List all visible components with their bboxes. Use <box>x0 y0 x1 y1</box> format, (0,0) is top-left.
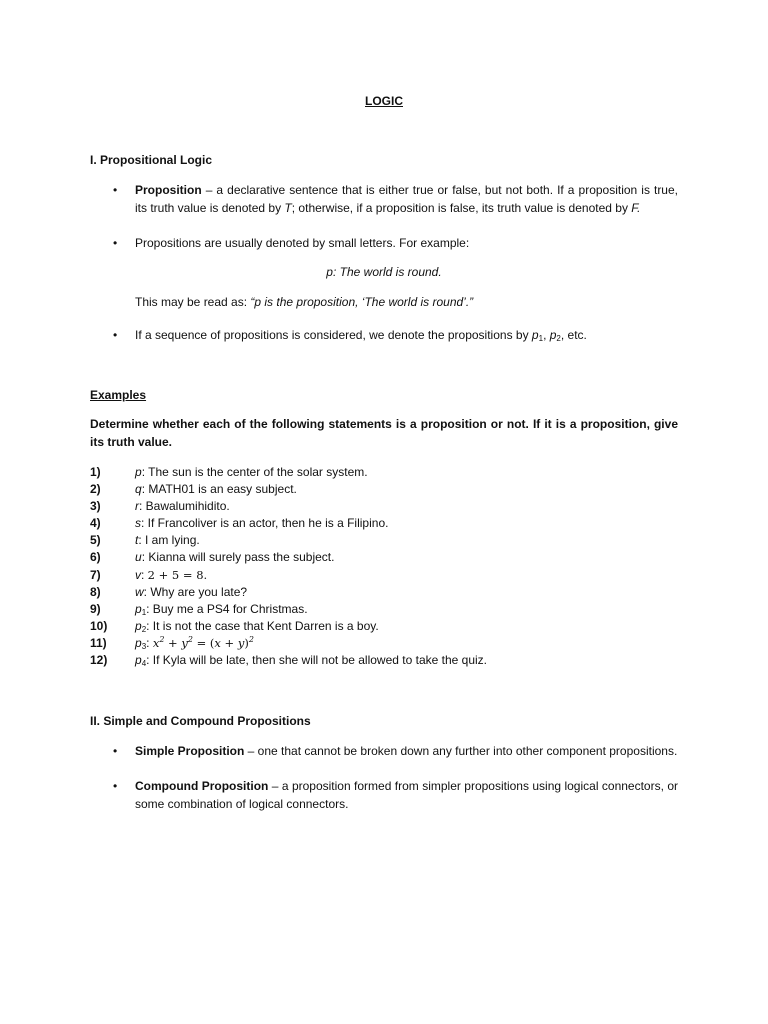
example-item <box>90 635 678 652</box>
example-variable: t <box>135 533 139 548</box>
example-text: : It is not the case that Kent Darren is a boy. <box>146 618 379 633</box>
example-number: 8) <box>90 584 101 599</box>
bullet-simple-proposition <box>135 743 678 761</box>
example-item <box>90 601 678 618</box>
bullet-proposition-definition <box>135 182 678 217</box>
formula-part: + <box>164 635 182 650</box>
example-text: : <box>146 635 153 650</box>
truth-value-true: T <box>284 200 292 215</box>
example-text: : Kianna will surely pass the subject. <box>141 550 335 565</box>
example-variable: p <box>135 653 142 668</box>
example-text: : Why are you late? <box>143 584 248 599</box>
example-number: 4) <box>90 516 101 531</box>
subscript-2: 2 <box>556 334 561 343</box>
example-number: 9) <box>90 601 101 616</box>
example-item <box>90 498 678 515</box>
example-item <box>90 618 678 635</box>
bullet-sequence-propositions <box>135 327 678 345</box>
formula-part: x <box>152 635 160 650</box>
example-variable: p <box>135 465 142 479</box>
separator: , <box>543 328 550 342</box>
formula-part: 2 <box>159 634 165 644</box>
example-number: 3) <box>90 499 101 514</box>
example-variable: w <box>135 584 144 599</box>
example-variable-subscript: 3 <box>141 641 147 651</box>
example-number: 12) <box>90 653 108 668</box>
simple-proposition-text: – one that cannot be broken down any further into other component propositions. <box>244 744 678 758</box>
formula-part: x <box>214 635 221 650</box>
bullet-icon: • <box>113 236 118 250</box>
formula-part: = <box>192 635 210 650</box>
read-as-line <box>135 294 678 312</box>
examples-heading: Examples <box>90 388 147 402</box>
example-text: : If Francoliver is an actor, then he is a Filipino. <box>141 516 389 531</box>
sequence-end: , etc. <box>560 328 587 342</box>
example-item <box>90 584 678 601</box>
example-item <box>90 515 678 532</box>
example-text: : Buy me a PS4 for Christmas. <box>146 601 308 616</box>
section-heading-propositional-logic: I. Propositional Logic <box>90 153 213 167</box>
example-text: : <box>141 567 148 582</box>
example-proposition: p: The world is round. <box>326 265 442 279</box>
example-variable: p <box>135 618 142 633</box>
bullet-icon: • <box>113 328 118 342</box>
read-as-prefix: This may be read as: <box>135 295 251 309</box>
example-variable: p <box>135 635 142 650</box>
bullet-icon: • <box>113 744 118 758</box>
example-number: 6) <box>90 550 101 565</box>
example-item <box>90 567 678 584</box>
bullet-propositions-notation: Propositions are usually denoted by small letters. For example: <box>135 236 470 250</box>
subscript-1: 1 <box>538 334 544 343</box>
formula-part: ) <box>244 635 249 650</box>
example-variable: v <box>135 567 141 582</box>
example-item <box>90 532 678 549</box>
definition-text: – a declarative sentence that is either true or false, but not both. If a proposition is true, its truth value is denoted by <box>135 183 678 215</box>
example-number: 1) <box>90 465 101 479</box>
example-number: 7) <box>90 567 101 582</box>
example-variable-subscript: 1 <box>141 607 147 617</box>
section-heading-simple-compound: II. Simple and Compound Propositions <box>90 714 311 728</box>
formula-part: y <box>181 635 188 650</box>
example-variable: s <box>135 516 141 531</box>
formula-part: ( <box>209 635 215 650</box>
example-text: : I am lying. <box>138 533 200 548</box>
example-number: 2) <box>90 482 101 497</box>
term-proposition: Proposition <box>135 183 202 197</box>
truth-value-false: F. <box>631 200 641 215</box>
example-math-formula <box>153 636 254 650</box>
sequence-text: If a sequence of propositions is considered, we denote the propositions by <box>135 328 532 342</box>
example-variable: r <box>135 499 139 514</box>
examples-list <box>90 464 678 669</box>
var-p1: p <box>531 328 539 342</box>
example-variable: p <box>135 601 142 616</box>
formula-part: 2 <box>248 634 254 644</box>
example-variable: q <box>135 482 142 497</box>
example-item <box>90 549 678 566</box>
read-as-quote: “p is the proposition, ‘The world is round’.” <box>250 295 474 309</box>
example-variable: u <box>135 550 142 565</box>
example-item <box>90 652 678 669</box>
page-title: LOGIC <box>365 94 403 108</box>
example-item <box>90 481 678 498</box>
bullet-icon: • <box>113 183 118 197</box>
example-text: : The sun is the center of the solar system. <box>141 465 368 479</box>
example-text: : If Kyla will be late, then she will not be allowed to take the quiz. <box>146 653 487 668</box>
example-item <box>90 464 678 481</box>
formula-part: 2 <box>187 634 193 644</box>
compound-proposition-text: – a proposition formed from simpler propositions using logical connectors, or some combination of logical connectors. <box>135 779 678 811</box>
term-simple-proposition: Simple Proposition <box>135 744 245 758</box>
var-p2: p <box>549 328 557 342</box>
example-number: 10) <box>90 618 108 633</box>
term-compound-proposition: Compound Proposition <box>135 779 269 793</box>
example-number: 11) <box>90 635 107 650</box>
example-variable-subscript: 2 <box>141 624 147 634</box>
example-math-expression: 2 + 5 = 8. <box>147 567 208 582</box>
definition-text-cont: ; otherwise, if a proposition is false, its truth value is denoted by <box>291 200 632 215</box>
example-text: : MATH01 is an easy subject. <box>141 482 297 497</box>
formula-part: + <box>220 635 238 650</box>
example-text: : Bawalumihidito. <box>139 499 230 514</box>
examples-instruction: Determine whether each of the following statements is a proposition or not. If it is a proposition, give its truth value. <box>90 417 678 449</box>
example-variable-subscript: 4 <box>141 659 147 669</box>
bullet-compound-proposition <box>135 778 678 813</box>
bullet-icon: • <box>113 779 118 793</box>
example-number: 5) <box>90 533 101 548</box>
formula-part: y <box>237 635 245 650</box>
